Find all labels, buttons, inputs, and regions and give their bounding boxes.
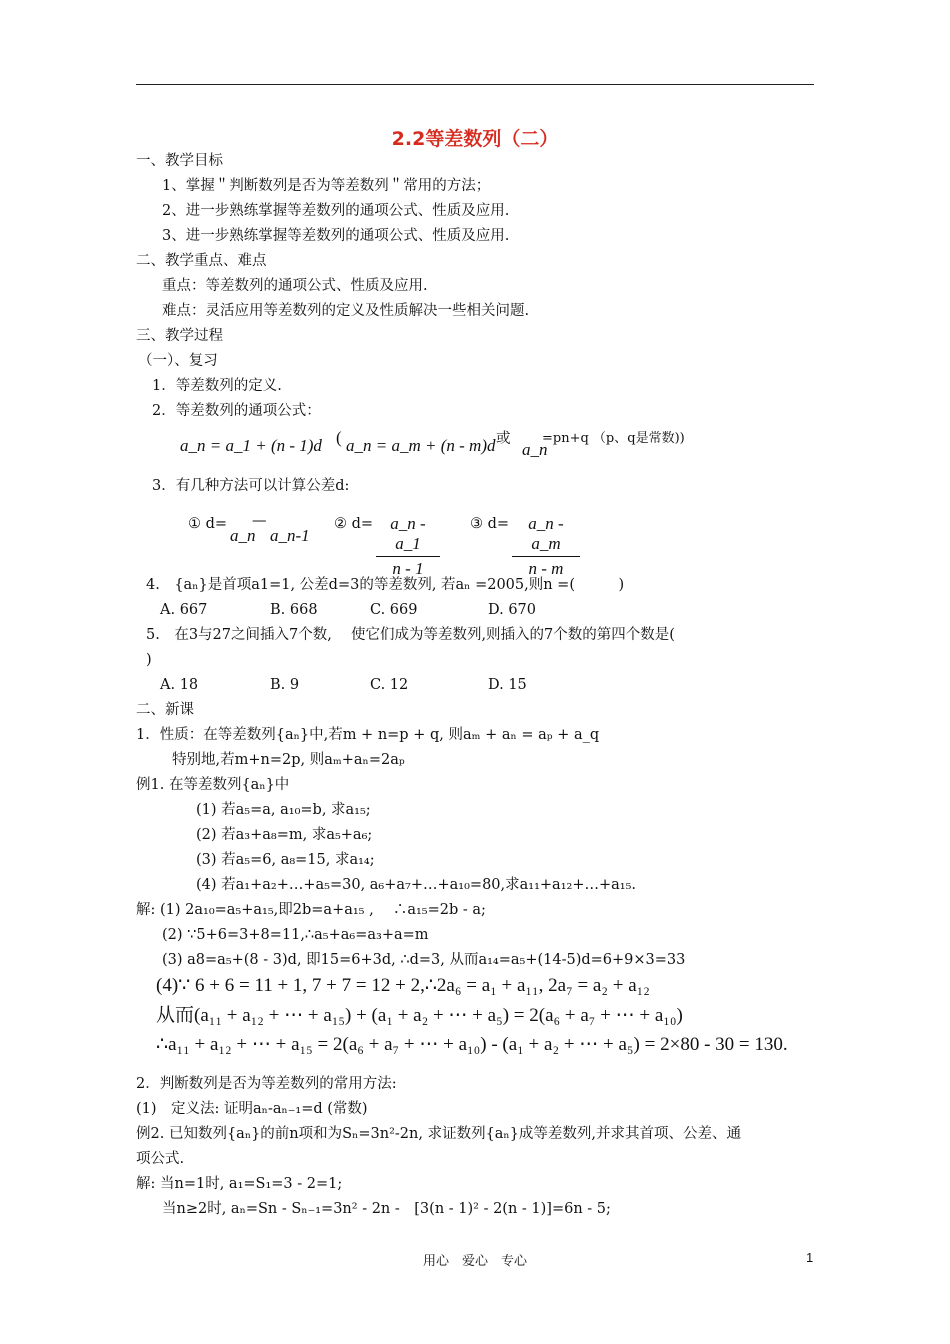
solution-line: (2) ∵5+6=3+8=11,∴a₅+a₆=a₃+a=m: [162, 927, 429, 943]
question-5-option-a: A. 18: [160, 677, 199, 693]
section-heading: 二、新课: [136, 702, 194, 718]
method-1-an: a_n: [230, 526, 256, 545]
method-2-fraction: [376, 514, 440, 579]
example-1-part: (4) 若a₁+a₂+…+a₅=30, a₆+a₇+…+a₁₀=80,求a₁₁+a₁₂+…+a₁₅.: [196, 877, 636, 893]
question-4-option-d: D. 670: [488, 602, 537, 618]
question-4-option-b: B. 668: [270, 602, 318, 618]
question-5-option-c: C. 12: [370, 677, 409, 693]
question-5-option-d: D. 15: [488, 677, 527, 693]
solution-line: 解: 当n=1时, a₁=S₁=3 - 2=1;: [136, 1176, 343, 1192]
solution-line: (3) a8=a₅+(8 - 3)d, 即15=6+3d, ∴d=3, 从而a₁₄=a₅+(14-5)d=6+9×3=33: [162, 952, 686, 968]
method-3-fraction: [512, 514, 580, 579]
solution-formula: 从而(a₁₁ + a₁₂ + ⋯ + a₁₅) + (a₁ + a₂ + ⋯ + a₅) = 2(a₆ + a₇ + ⋯ + a₁₀): [156, 1005, 683, 1026]
text-line: 1、掌握＂判断数列是否为等差数列＂常用的方法；: [162, 178, 491, 194]
method-2-label: ② d=: [334, 516, 374, 532]
formula-general-term: a_n = a_1 + (n - 1)d: [180, 436, 322, 455]
text-line: (1) 定义法: 证明aₙ-aₙ₋₁=d (常数): [136, 1101, 368, 1117]
method-3-denominator: n - m: [528, 559, 564, 578]
formula-linear: =pn+q （p、q是常数)): [542, 431, 685, 446]
section-heading: 一、教学目标: [136, 153, 223, 169]
solution-formula: ∴a₁₁ + a₁₂ + ⋯ + a₁₅ = 2(a₆ + a₇ + ⋯ + a₁₀) - (a₁ + a₂ + ⋯ + a₅) = 2×80 - 30 = 130.: [156, 1034, 788, 1055]
page-title: 2.2等差数列（二）: [391, 128, 559, 150]
example-1-part: (1) 若a₅=a, a₁₀=b, 求a₁₅;: [196, 802, 371, 818]
example-2-cont: 项公式.: [136, 1151, 185, 1167]
text-line: 1．性质：在等差数列{aₙ}中,若m + n=p + q, 则aₘ + aₙ = aₚ + a_q: [136, 727, 600, 743]
solution-line: 当n≥2时, aₙ=Sn - Sₙ₋₁=3n² - 2n - [3(n - 1)² - 2(n - 1)]=6n - 5;: [162, 1201, 611, 1217]
question-5-cont: ): [146, 652, 152, 668]
text-line: 重点：等差数列的通项公式、性质及应用.: [162, 278, 428, 294]
formula-paren: (: [336, 428, 342, 447]
formula-an: a_n: [522, 440, 548, 459]
page-number: 1: [806, 1250, 814, 1265]
text-line: 特别地,若m+n=2p, 则aₘ+aₙ=2aₚ: [172, 752, 405, 768]
method-3-label: ③ d=: [470, 516, 510, 532]
question-4: 4. {aₙ}是首项a1=1, 公差d=3的等差数列, 若aₙ =2005,则n =( ): [146, 577, 625, 593]
solution-line: 解: (1) 2a₁₀=a₅+a₁₅,即2b=a+a₁₅ , ∴a₁₅=2b - a;: [136, 902, 486, 918]
example-1-part: (2) 若a₃+a₈=m, 求a₅+a₆;: [196, 827, 373, 843]
text-line: 2．判断数列是否为等差数列的常用方法:: [136, 1076, 397, 1092]
example-2: 例2. 已知数列{aₙ}的前n项和为Sₙ=3n²-2n, 求证数列{aₙ}成等差数列,并求其首项、公差、通: [136, 1126, 742, 1142]
text-line: 1．等差数列的定义.: [152, 378, 282, 394]
section-heading: 二、教学重点、难点: [136, 253, 267, 269]
text-or: 或: [496, 431, 511, 447]
formula-general-term-m: a_n = a_m + (n - m)d: [346, 436, 496, 455]
text-line: 难点：灵活应用等差数列的定义及性质解决一些相关问题.: [162, 303, 530, 319]
method-1-dash: —: [252, 513, 267, 529]
example-1: 例1. 在等差数列{aₙ}中: [136, 777, 290, 793]
subsection-heading: （一）、复习: [138, 353, 218, 369]
method-3-numerator: a_n - a_m: [512, 514, 580, 557]
question-4-option-c: C. 669: [370, 602, 418, 618]
question-5-option-b: B. 9: [270, 677, 300, 693]
method-2-denominator: n - 1: [392, 559, 424, 578]
text-line: 2．等差数列的通项公式：: [152, 403, 321, 419]
page-footer: 用心 爱心 专心: [422, 1254, 527, 1269]
text-line: 3、进一步熟练掌握等差数列的通项公式、性质及应用.: [162, 228, 510, 244]
method-2-numerator: a_n - a_1: [376, 514, 440, 557]
example-1-part: (3) 若a₅=6, a₈=15, 求a₁₄;: [196, 852, 375, 868]
method-1-an-1: a_n-1: [270, 526, 310, 545]
header-rule: [136, 84, 814, 85]
text-line: 3．有几种方法可以计算公差d:: [152, 478, 350, 494]
text-line: 2、进一步熟练掌握等差数列的通项公式、性质及应用.: [162, 203, 510, 219]
question-5: 5. 在3与27之间插入7个数, 使它们成为等差数列,则插入的7个数的第四个数是(: [146, 627, 675, 643]
question-4-option-a: A. 667: [160, 602, 208, 618]
section-heading: 三、教学过程: [136, 328, 223, 344]
solution-formula: (4)∵ 6 + 6 = 11 + 1, 7 + 7 = 12 + 2,∴2a₆ = a₁ + a₁₁, 2a₇ = a₂ + a₁₂: [156, 975, 650, 996]
method-1-label: ① d=: [188, 516, 228, 532]
